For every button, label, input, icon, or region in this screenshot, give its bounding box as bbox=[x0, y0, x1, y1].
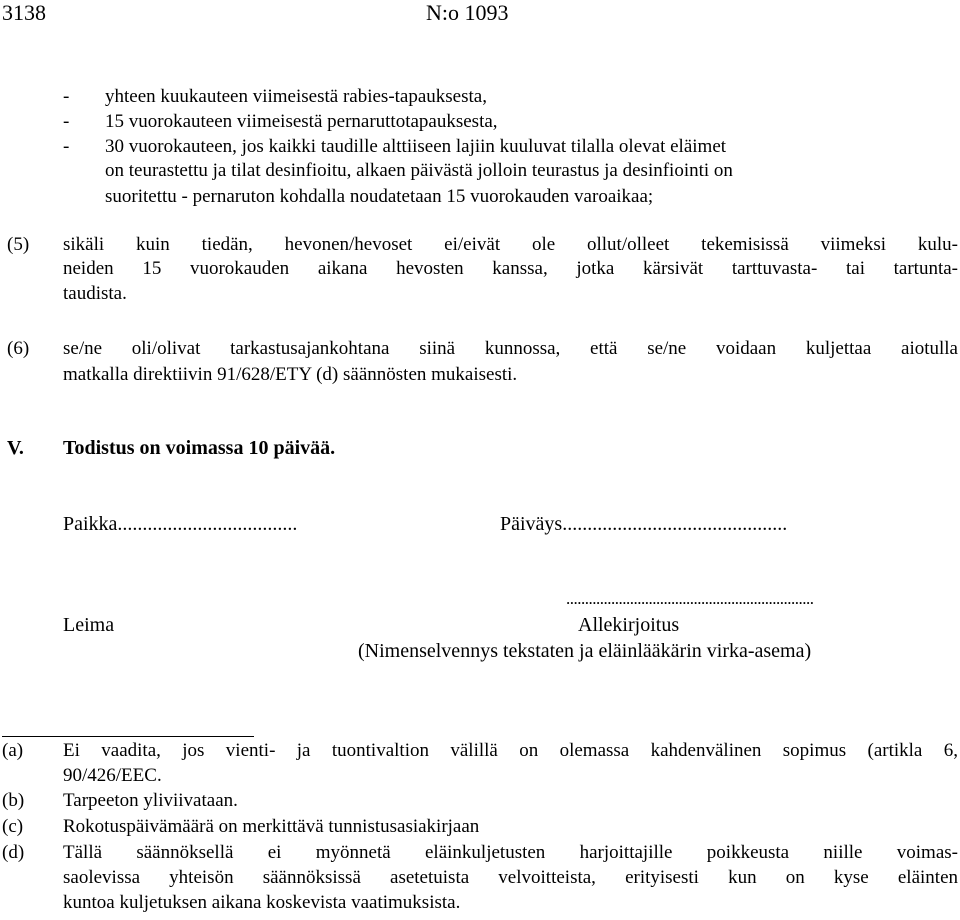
footnote-line: Tarpeeton yliviivataan. bbox=[63, 790, 238, 811]
place-field: Paikka.................................... bbox=[63, 513, 298, 535]
footnote-line: Tällä säännöksellä ei myönnetä eläinkuljetusten harjoittajille poikkeusta niille voimas- bbox=[63, 842, 958, 863]
paragraph-line: sikäli kuin tiedän, hevonen/hevoset ei/eivät ole ollut/olleet tekemisissä viimeksi kulu- bbox=[63, 234, 958, 255]
footnote-line: 90/426/EEC. bbox=[63, 765, 162, 786]
list-dash: - bbox=[63, 136, 70, 157]
list-dash: - bbox=[63, 86, 70, 107]
footnote-line: Ei vaadita, jos vienti- ja tuontivaltion välillä on olemassa kahdenvälinen sopimus (artikla 6, bbox=[63, 740, 958, 761]
footnote-label: (a) bbox=[2, 740, 24, 761]
list-dash: - bbox=[63, 111, 70, 132]
signature-dotted-line: .................................................................. bbox=[566, 589, 814, 608]
footnote-line: saolevissa yhteisön säännöksissä asetetuista velvoitteista, erityisesti kun on kyse eläinten bbox=[63, 867, 958, 888]
paragraph-line: matkalla direktiivin 91/628/ETY (d) säännösten mukaisesti. bbox=[63, 364, 518, 385]
page-number: 3138 bbox=[2, 0, 46, 25]
list-item-text: on teurastettu ja tilat desinfioitu, alkaen päivästä jolloin teurastus ja desinfiointi on bbox=[105, 160, 733, 181]
paragraph-line: neiden 15 vuorokauden aikana hevosten kanssa, jotka kärsivät tarttuvasta- tai tartunta- bbox=[63, 258, 958, 279]
document-number: N:o 1093 bbox=[426, 0, 509, 25]
name-note: (Nimenselvennys tekstaten ja eläinlääkärin virka-asema) bbox=[358, 640, 812, 662]
footnote-label: (c) bbox=[2, 816, 24, 837]
footnote-separator bbox=[2, 736, 254, 737]
footnote-label: (b) bbox=[2, 790, 25, 811]
list-item-text: 15 vuorokauteen viimeisestä pernaruttotapauksesta, bbox=[105, 111, 498, 132]
signature-label: Allekirjoitus bbox=[578, 614, 680, 636]
list-item-text: yhteen kuukauteen viimeisestä rabies-tapauksesta, bbox=[105, 86, 487, 107]
list-item-text: 30 vuorokauteen, jos kaikki taudille alttiiseen lajiin kuuluvat tilalla olevat eläimet bbox=[105, 136, 727, 157]
section-title: Todistus on voimassa 10 päivää. bbox=[63, 437, 336, 459]
footnote-line: kuntoa kuljetuksen aikana koskevista vaatimuksista. bbox=[63, 892, 461, 913]
footnote-line: Rokotuspäivämäärä on merkittävä tunnistusasiakirjaan bbox=[63, 816, 480, 837]
paragraph-line: se/ne oli/olivat tarkastusajankohtana siinä kunnossa, että se/ne voidaan kuljettaa aiotulla bbox=[63, 338, 958, 359]
list-item-text: suoritettu - pernaruton kohdalla noudatetaan 15 vuorokauden varoaikaa; bbox=[105, 186, 654, 207]
section-number: V. bbox=[7, 437, 24, 459]
stamp-label: Leima bbox=[63, 614, 115, 636]
paragraph-number: (5) bbox=[7, 234, 30, 255]
paragraph-line: taudista. bbox=[63, 283, 127, 304]
paragraph-number: (6) bbox=[7, 338, 30, 359]
footnote-label: (d) bbox=[2, 842, 25, 863]
date-field: Päiväys............................................. bbox=[500, 513, 788, 535]
